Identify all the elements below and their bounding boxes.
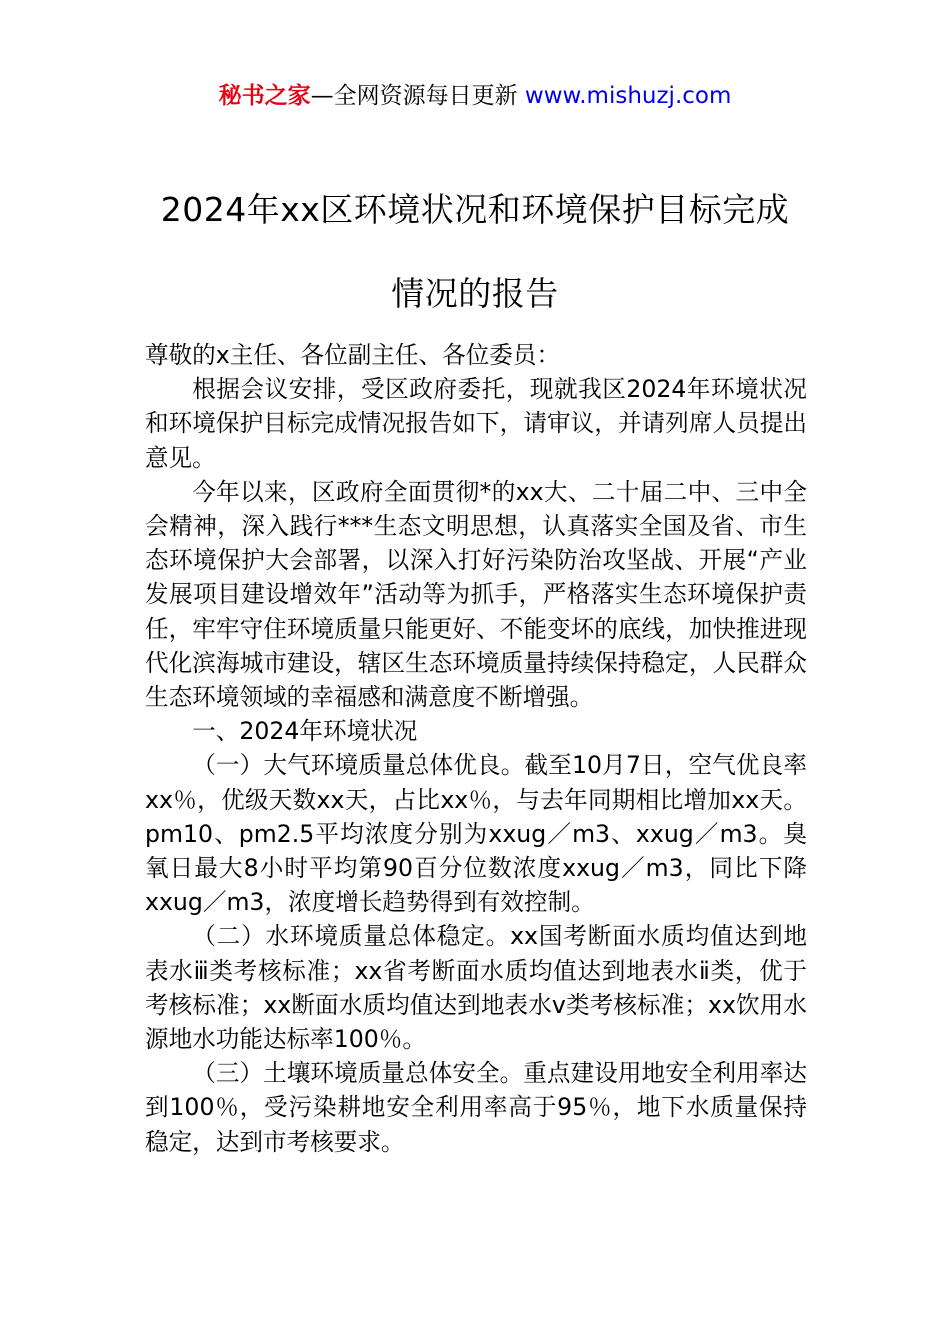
- title-line-2: 情况的报告: [391, 274, 559, 313]
- paragraph-air-quality: （一）大气环境质量总体优良。截至10月7日，空气优良率xx％，优级天数xx天，占比xx％，与去年同期相比增加xx天。pm10、pm2.5平均浓度分别为xxug／m3、xxug／m3。臭氧日最大8小时平均第90百分位数浓度xxug／m3，同比下降xxug／m3，浓度增长趋势得到有效控制。: [145, 751, 807, 917]
- site-url-link[interactable]: www.mishuzj.com: [524, 83, 732, 109]
- site-header: [0, 80, 950, 112]
- salutation: 尊敬的x主任、各位副主任、各位委员：: [145, 341, 561, 369]
- document-title: [140, 168, 810, 336]
- paragraph-water-quality: （二）水环境质量总体稳定。xx国考断面水质均值达到地表水ⅲ类考核标准；xx省考断面水质均值达到地表水ⅱ类，优于考核标准；xx断面水质均值达到地表水ⅴ类考核标准；xx饮用水源地水功能达标率100％。: [145, 922, 807, 1054]
- paragraph-soil-quality: （三）土壤环境质量总体安全。重点建设用地安全利用率达到100％，受污染耕地安全利用率高于95％，地下水质量保持稳定，达到市考核要求。: [145, 1059, 807, 1156]
- site-brand: 秘书之家: [218, 83, 311, 109]
- title-line-1: 2024年xx区环境状况和环境保护目标完成: [160, 190, 790, 229]
- site-tagline: —全网资源每日更新: [310, 83, 518, 109]
- section-heading: 一、2024年环境状况: [192, 717, 418, 746]
- paragraph-overview: 今年以来，区政府全面贯彻*的xx大、二十届二中、三中全会精神，深入践行***生态文明思想，认真落实全国及省、市生态环境保护大会部署，以深入打好污染防治攻坚战、开展“产业发展项目建设增效年”活动等为抓手，严格落实生态环境保护责任，牢牢守住环境质量只能更好、不能变坏的底线，加快推进现代化滨海城市建设，辖区生态环境质量持续保持稳定，人民群众生态环境领域的幸福感和满意度不断增强。: [145, 477, 807, 712]
- document-body: [145, 338, 807, 1159]
- paragraph-intro: 根据会议安排，受区政府委托，现就我区2024年环境状况和环境保护目标完成情况报告如下，请审议，并请列席人员提出意见。: [145, 375, 807, 472]
